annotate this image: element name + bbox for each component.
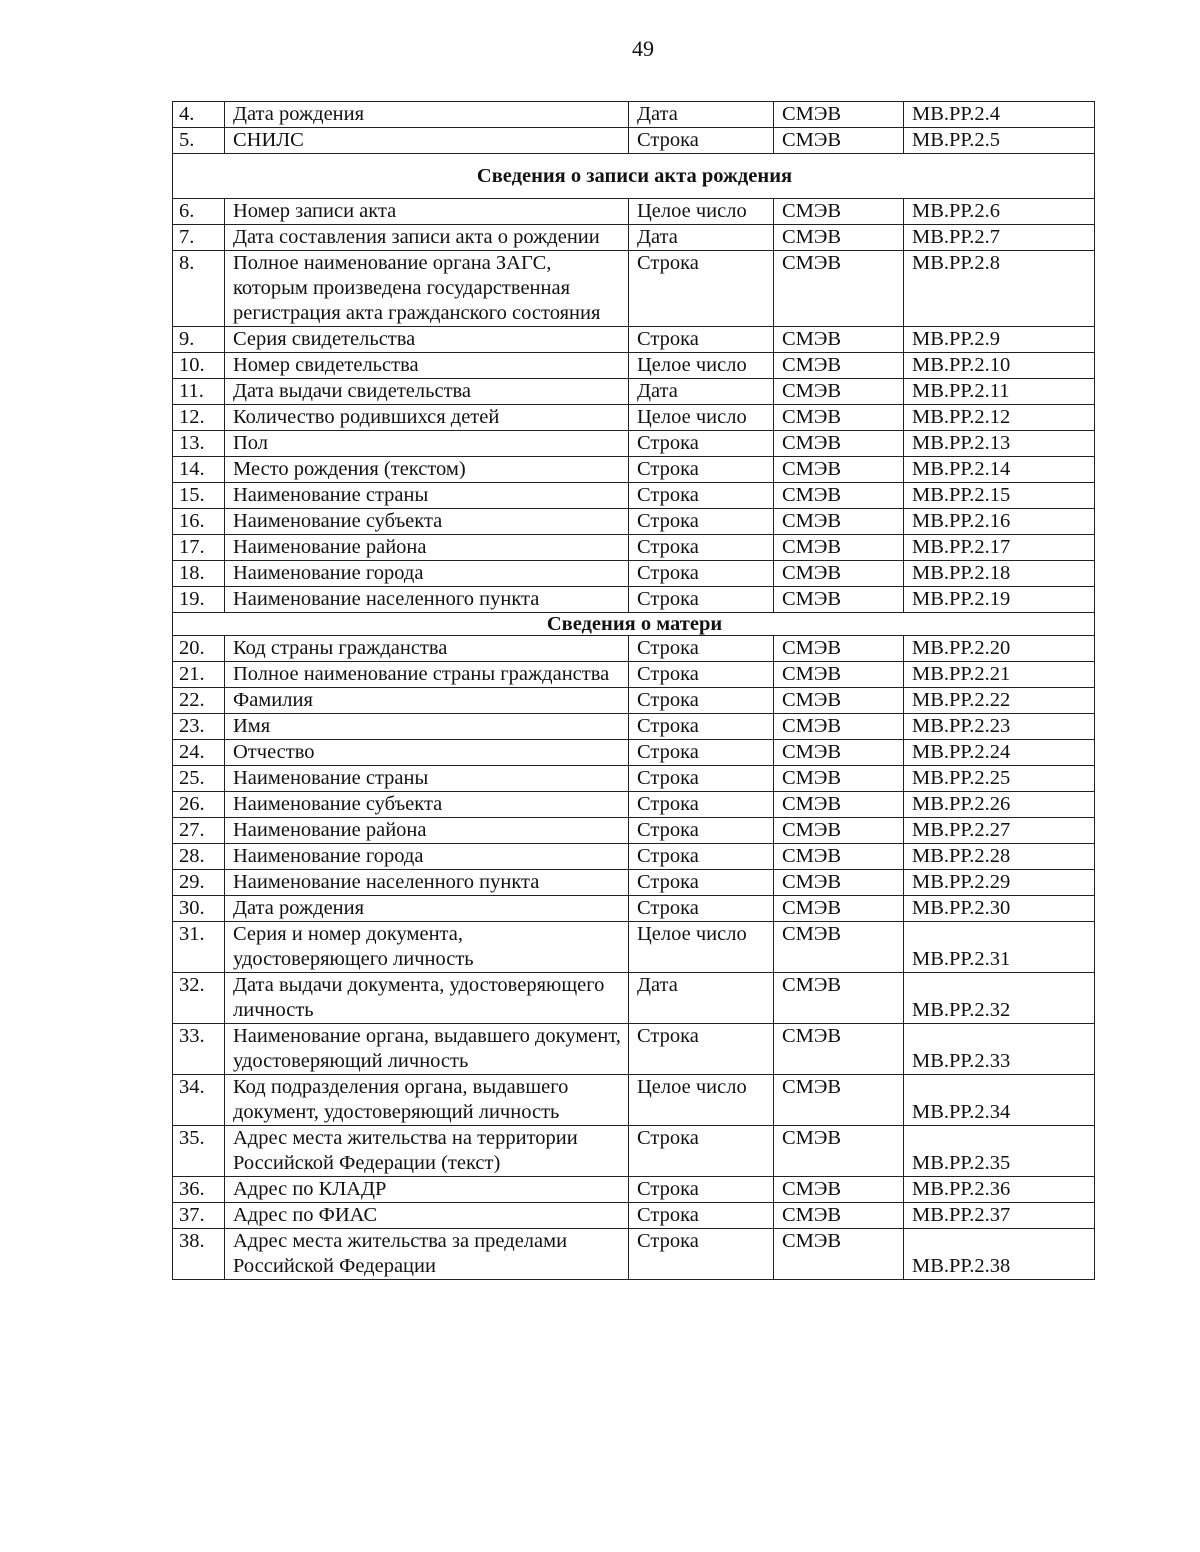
data-type-cell: Строка: [629, 1177, 774, 1203]
field-name-cell: Код страны гражданства: [225, 636, 629, 662]
field-name-cell: Наименование субъекта: [225, 509, 629, 535]
row-number-cell: 14.: [173, 457, 225, 483]
source-cell: СМЭВ: [774, 662, 904, 688]
code-cell: МВ.РР.2.36: [904, 1177, 1095, 1203]
field-name-cell: Наименование страны: [225, 766, 629, 792]
source-cell: СМЭВ: [774, 535, 904, 561]
source-cell: СМЭВ: [774, 1177, 904, 1203]
field-name-cell: Дата выдачи документа, удостоверяющего личность: [225, 973, 629, 1024]
row-number-cell: 38.: [173, 1229, 225, 1280]
section-title: Сведения о записи акта рождения: [173, 154, 1095, 199]
table-row: [173, 199, 1095, 225]
field-name-cell: Полное наименование страны гражданства: [225, 662, 629, 688]
data-type-cell: Строка: [629, 766, 774, 792]
field-name-cell: Наименование субъекта: [225, 792, 629, 818]
code-cell: МВ.РР.2.10: [904, 353, 1095, 379]
source-cell: СМЭВ: [774, 483, 904, 509]
table-row: [173, 1177, 1095, 1203]
field-name-cell: Наименование страны: [225, 483, 629, 509]
row-number-cell: 35.: [173, 1126, 225, 1177]
field-name-cell: Наименование населенного пункта: [225, 587, 629, 613]
data-type-cell: Целое число: [629, 1075, 774, 1126]
row-number-cell: 20.: [173, 636, 225, 662]
row-number-cell: 24.: [173, 740, 225, 766]
field-name-cell: Отчество: [225, 740, 629, 766]
code-cell: МВ.РР.2.24: [904, 740, 1095, 766]
row-number-cell: 17.: [173, 535, 225, 561]
data-type-cell: Строка: [629, 818, 774, 844]
code-cell: МВ.РР.2.6: [904, 199, 1095, 225]
code-cell: МВ.РР.2.30: [904, 896, 1095, 922]
row-number-cell: 31.: [173, 922, 225, 973]
row-number-cell: 16.: [173, 509, 225, 535]
code-cell: МВ.РР.2.37: [904, 1203, 1095, 1229]
code-cell: МВ.РР.2.15: [904, 483, 1095, 509]
source-cell: СМЭВ: [774, 740, 904, 766]
data-type-cell: Дата: [629, 379, 774, 405]
field-name-cell: Наименование населенного пункта: [225, 870, 629, 896]
field-name-cell: Количество родившихся детей: [225, 405, 629, 431]
table-row: [173, 792, 1095, 818]
code-cell: МВ.РР.2.28: [904, 844, 1095, 870]
field-name-cell: Наименование района: [225, 818, 629, 844]
table-row: [173, 251, 1095, 327]
table-row: [173, 1203, 1095, 1229]
data-type-cell: Строка: [629, 1024, 774, 1075]
code-cell: МВ.РР.2.22: [904, 688, 1095, 714]
row-number-cell: 23.: [173, 714, 225, 740]
data-type-cell: Строка: [629, 327, 774, 353]
code-cell: МВ.РР.2.32: [904, 973, 1095, 1024]
row-number-cell: 18.: [173, 561, 225, 587]
table-row: [173, 922, 1095, 973]
source-cell: СМЭВ: [774, 896, 904, 922]
code-cell: МВ.РР.2.19: [904, 587, 1095, 613]
code-cell: МВ.РР.2.8: [904, 251, 1095, 327]
table-row: [173, 535, 1095, 561]
code-cell: МВ.РР.2.34: [904, 1075, 1095, 1126]
row-number-cell: 6.: [173, 199, 225, 225]
code-cell: МВ.РР.2.9: [904, 327, 1095, 353]
table-row: [173, 688, 1095, 714]
field-name-cell: Адрес по ФИАС: [225, 1203, 629, 1229]
data-type-cell: Строка: [629, 457, 774, 483]
table-body: [173, 102, 1095, 1280]
section-title: Сведения о матери: [173, 613, 1095, 636]
data-type-cell: Целое число: [629, 353, 774, 379]
row-number-cell: 21.: [173, 662, 225, 688]
table-row: [173, 405, 1095, 431]
row-number-cell: 10.: [173, 353, 225, 379]
table-row: [173, 431, 1095, 457]
row-number-cell: 29.: [173, 870, 225, 896]
field-name-cell: Наименование города: [225, 844, 629, 870]
table-row: [173, 587, 1095, 613]
table-row: [173, 973, 1095, 1024]
field-name-cell: Наименование города: [225, 561, 629, 587]
data-type-cell: Строка: [629, 792, 774, 818]
data-type-cell: Дата: [629, 102, 774, 128]
row-number-cell: 27.: [173, 818, 225, 844]
table-row: [173, 1024, 1095, 1075]
data-type-cell: Строка: [629, 128, 774, 154]
field-name-cell: Имя: [225, 714, 629, 740]
source-cell: СМЭВ: [774, 102, 904, 128]
source-cell: СМЭВ: [774, 844, 904, 870]
source-cell: СМЭВ: [774, 922, 904, 973]
source-cell: СМЭВ: [774, 1203, 904, 1229]
source-cell: СМЭВ: [774, 766, 904, 792]
table-row: [173, 561, 1095, 587]
source-cell: СМЭВ: [774, 405, 904, 431]
data-type-cell: Строка: [629, 740, 774, 766]
code-cell: МВ.РР.2.18: [904, 561, 1095, 587]
field-name-cell: Номер записи акта: [225, 199, 629, 225]
field-name-cell: Наименование района: [225, 535, 629, 561]
field-name-cell: Дата рождения: [225, 102, 629, 128]
table-row: [173, 1229, 1095, 1280]
row-number-cell: 22.: [173, 688, 225, 714]
row-number-cell: 11.: [173, 379, 225, 405]
row-number-cell: 26.: [173, 792, 225, 818]
data-type-cell: Целое число: [629, 199, 774, 225]
field-name-cell: Фамилия: [225, 688, 629, 714]
code-cell: МВ.РР.2.5: [904, 128, 1095, 154]
source-cell: СМЭВ: [774, 128, 904, 154]
data-type-cell: Строка: [629, 561, 774, 587]
data-type-cell: Целое число: [629, 405, 774, 431]
source-cell: СМЭВ: [774, 792, 904, 818]
field-name-cell: Дата составления записи акта о рождении: [225, 225, 629, 251]
table-row: [173, 740, 1095, 766]
row-number-cell: 32.: [173, 973, 225, 1024]
row-number-cell: 7.: [173, 225, 225, 251]
data-type-cell: Строка: [629, 251, 774, 327]
code-cell: МВ.РР.2.35: [904, 1126, 1095, 1177]
data-type-cell: Целое число: [629, 922, 774, 973]
row-number-cell: 37.: [173, 1203, 225, 1229]
table-row: [173, 662, 1095, 688]
row-number-cell: 8.: [173, 251, 225, 327]
data-type-cell: Строка: [629, 1203, 774, 1229]
row-number-cell: 30.: [173, 896, 225, 922]
source-cell: СМЭВ: [774, 225, 904, 251]
source-cell: СМЭВ: [774, 431, 904, 457]
code-cell: МВ.РР.2.38: [904, 1229, 1095, 1280]
code-cell: МВ.РР.2.7: [904, 225, 1095, 251]
source-cell: СМЭВ: [774, 1126, 904, 1177]
code-cell: МВ.РР.2.21: [904, 662, 1095, 688]
source-cell: СМЭВ: [774, 587, 904, 613]
field-name-cell: Место рождения (текстом): [225, 457, 629, 483]
field-name-cell: Серия и номер документа, удостоверяющего личность: [225, 922, 629, 973]
source-cell: СМЭВ: [774, 353, 904, 379]
table-row: [173, 225, 1095, 251]
table-row: [173, 844, 1095, 870]
field-name-cell: Код подразделения органа, выдавшего документ, удостоверяющий личность: [225, 1075, 629, 1126]
data-type-cell: Строка: [629, 714, 774, 740]
table-row: [173, 818, 1095, 844]
field-name-cell: СНИЛС: [225, 128, 629, 154]
data-type-cell: Строка: [629, 662, 774, 688]
field-name-cell: Пол: [225, 431, 629, 457]
code-cell: МВ.РР.2.12: [904, 405, 1095, 431]
table-row: [173, 379, 1095, 405]
data-type-cell: Дата: [629, 973, 774, 1024]
source-cell: СМЭВ: [774, 870, 904, 896]
code-cell: МВ.РР.2.27: [904, 818, 1095, 844]
code-cell: МВ.РР.2.25: [904, 766, 1095, 792]
row-number-cell: 19.: [173, 587, 225, 613]
source-cell: СМЭВ: [774, 509, 904, 535]
code-cell: МВ.РР.2.29: [904, 870, 1095, 896]
source-cell: СМЭВ: [774, 1229, 904, 1280]
row-number-cell: 36.: [173, 1177, 225, 1203]
field-name-cell: Дата рождения: [225, 896, 629, 922]
page-number: 49: [632, 36, 654, 61]
data-type-cell: Строка: [629, 636, 774, 662]
field-name-cell: Серия свидетельства: [225, 327, 629, 353]
source-cell: СМЭВ: [774, 379, 904, 405]
field-name-cell: Адрес места жительства на территории Российской Федерации (текст): [225, 1126, 629, 1177]
section-header-row: [173, 154, 1095, 199]
code-cell: МВ.РР.2.20: [904, 636, 1095, 662]
source-cell: СМЭВ: [774, 973, 904, 1024]
code-cell: МВ.РР.2.4: [904, 102, 1095, 128]
code-cell: МВ.РР.2.11: [904, 379, 1095, 405]
row-number-cell: 25.: [173, 766, 225, 792]
section-header-row: [173, 613, 1095, 636]
field-name-cell: Номер свидетельства: [225, 353, 629, 379]
data-type-cell: Строка: [629, 509, 774, 535]
source-cell: СМЭВ: [774, 818, 904, 844]
source-cell: СМЭВ: [774, 251, 904, 327]
source-cell: СМЭВ: [774, 714, 904, 740]
code-cell: МВ.РР.2.17: [904, 535, 1095, 561]
data-type-cell: Дата: [629, 225, 774, 251]
data-type-cell: Строка: [629, 844, 774, 870]
data-type-cell: Строка: [629, 870, 774, 896]
source-cell: СМЭВ: [774, 688, 904, 714]
data-type-cell: Строка: [629, 535, 774, 561]
row-number-cell: 28.: [173, 844, 225, 870]
field-name-cell: Адрес места жительства за пределами Российской Федерации: [225, 1229, 629, 1280]
source-cell: СМЭВ: [774, 327, 904, 353]
table-row: [173, 896, 1095, 922]
table-row: [173, 353, 1095, 379]
data-type-cell: Строка: [629, 587, 774, 613]
table-row: [173, 1075, 1095, 1126]
source-cell: СМЭВ: [774, 1075, 904, 1126]
data-table: [172, 101, 1095, 1280]
row-number-cell: 12.: [173, 405, 225, 431]
table-row: [173, 509, 1095, 535]
row-number-cell: 4.: [173, 102, 225, 128]
table-row: [173, 457, 1095, 483]
table-row: [173, 1126, 1095, 1177]
source-cell: СМЭВ: [774, 1024, 904, 1075]
code-cell: МВ.РР.2.26: [904, 792, 1095, 818]
table-row: [173, 327, 1095, 353]
table-row: [173, 714, 1095, 740]
row-number-cell: 33.: [173, 1024, 225, 1075]
field-name-cell: Полное наименование органа ЗАГС, которым произведена государственная регистрация акта гражданского состояния: [225, 251, 629, 327]
code-cell: МВ.РР.2.14: [904, 457, 1095, 483]
data-type-cell: Строка: [629, 896, 774, 922]
row-number-cell: 9.: [173, 327, 225, 353]
code-cell: МВ.РР.2.33: [904, 1024, 1095, 1075]
source-cell: СМЭВ: [774, 561, 904, 587]
field-name-cell: Адрес по КЛАДР: [225, 1177, 629, 1203]
table-row: [173, 870, 1095, 896]
code-cell: МВ.РР.2.13: [904, 431, 1095, 457]
row-number-cell: 5.: [173, 128, 225, 154]
source-cell: СМЭВ: [774, 636, 904, 662]
data-type-cell: Строка: [629, 483, 774, 509]
field-name-cell: Дата выдачи свидетельства: [225, 379, 629, 405]
data-type-cell: Строка: [629, 431, 774, 457]
source-cell: СМЭВ: [774, 457, 904, 483]
data-type-cell: Строка: [629, 1229, 774, 1280]
row-number-cell: 13.: [173, 431, 225, 457]
field-name-cell: Наименование органа, выдавшего документ, удостоверяющий личность: [225, 1024, 629, 1075]
row-number-cell: 15.: [173, 483, 225, 509]
table-row: [173, 102, 1095, 128]
code-cell: МВ.РР.2.31: [904, 922, 1095, 973]
code-cell: МВ.РР.2.16: [904, 509, 1095, 535]
data-type-cell: Строка: [629, 688, 774, 714]
table-row: [173, 128, 1095, 154]
table-row: [173, 766, 1095, 792]
table-row: [173, 636, 1095, 662]
table-row: [173, 483, 1095, 509]
data-type-cell: Строка: [629, 1126, 774, 1177]
row-number-cell: 34.: [173, 1075, 225, 1126]
source-cell: СМЭВ: [774, 199, 904, 225]
code-cell: МВ.РР.2.23: [904, 714, 1095, 740]
